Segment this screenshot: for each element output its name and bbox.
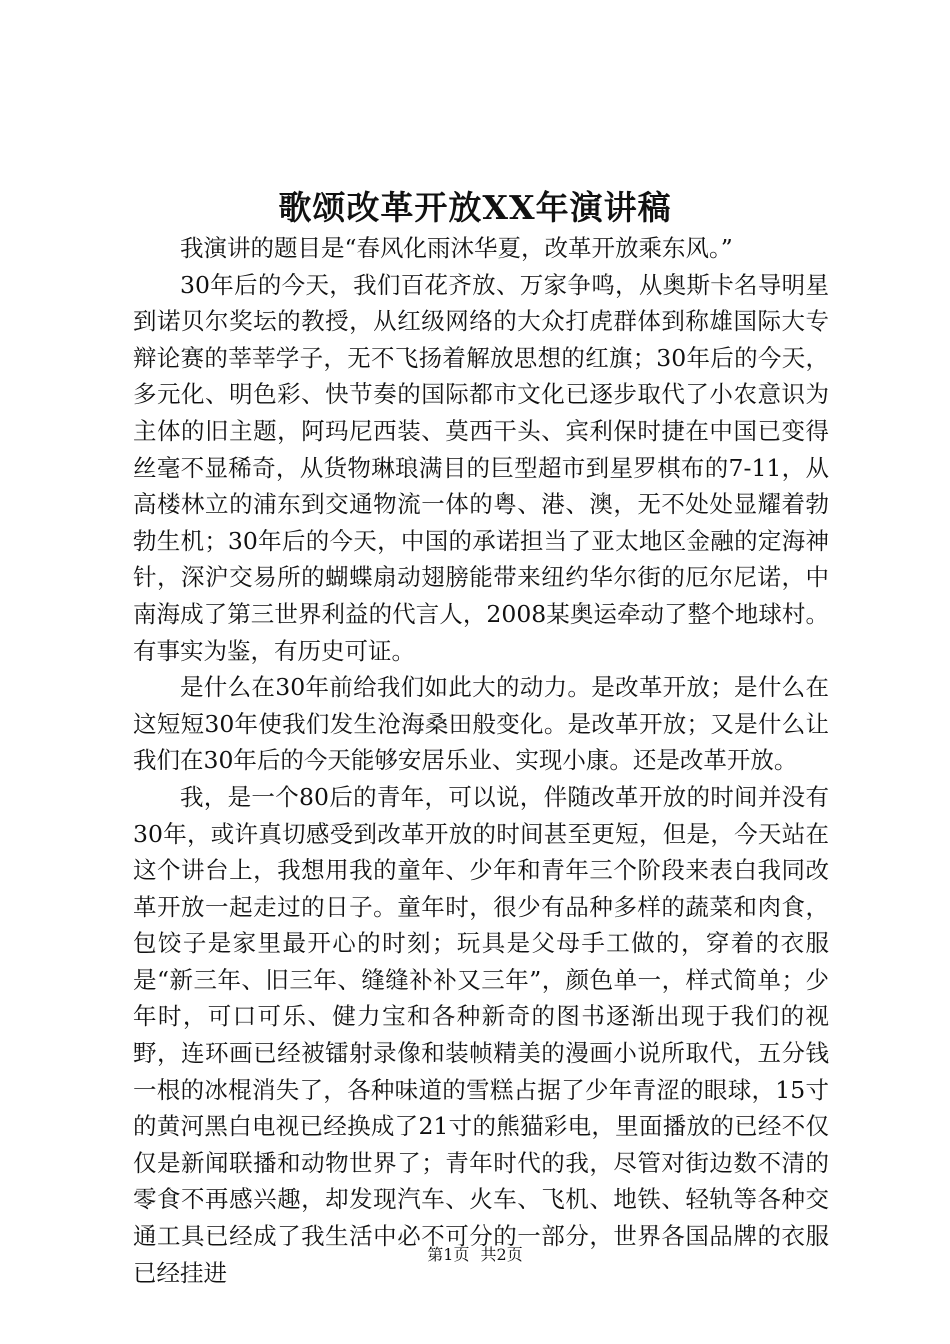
paragraph: 我演讲的题目是“春风化雨沐华夏，改革开放乘东风。” bbox=[180, 234, 733, 262]
paragraph: 是什么在30年前给我们如此大的动力。是改革开放；是什么在这短短30年使我们发生沧海桑田般变化。是改革开放；又是什么让我们在30年后的今天能够安居乐业、实现小康。还是改革开放。 bbox=[133, 673, 829, 775]
page-total: 共2页 bbox=[480, 1245, 523, 1264]
paragraph: 我，是一个80后的青年，可以说，伴随改革开放的时间并没有30年，或许真切感受到改革开放的时间甚至更短，但是，今天站在这个讲台上，我想用我的童年、少年和青年三个阶段来表白我同改革开放一起走过的日子。童年时，很少有品种多样的蔬菜和肉食，包饺子是家里最开心的时刻；玩具是父母手工做的，穿着的衣服是“新三年、旧三年、缝缝补补又三年”，颜色单一，样式简单；少年时，可口可乐、健力宝和各种新奇的图书逐渐出现于我们的视野，连环画已经被镭射录像和装帧精美的漫画小说所取代，五分钱一根的冰棍消失了，各种味道的雪糕占据了少年青涩的眼球，15寸的黄河黑白电视已经换成了21寸的熊猫彩电，里面播放的已经不仅仅是新闻联播和动物世界了；青年时代的我，尽管对街边数不清的零食不再感兴趣，却发现汽车、火车、飞机、地铁、轻轨等各种交通工具已经成了我生活中必不可分的一部分，世界各国品牌的衣服已经挂进 bbox=[133, 782, 829, 1287]
paragraph: 30年后的今天，我们百花齐放、万家争鸣，从奥斯卡名导明星到诺贝尔奖坛的教授，从红级网络的大众打虎群体到称雄国际大专辩论赛的莘莘学子，无不飞扬着解放思想的红旗；30年后的今天，多元化、明色彩、快节奏的国际都市文化已逐步取代了小农意识为主体的旧主题，阿玛尼西装、莫西干头、宾利保时捷在中国已变得丝毫不显稀奇，从货物琳琅满目的巨型超市到星罗棋布的7-11，从高楼林立的浦东到交通物流一体的粤、港、澳，无不处处显耀着勃勃生机；30年后的今天，中国的承诺担当了亚太地区金融的定海神针，深沪交易所的蝴蝶扇动翅膀能带来纽约华尔街的厄尔尼诺，中南海成了第三世界利益的代言人，2008某奥运牵动了整个地球村。有事实为鉴，有历史可证。 bbox=[133, 270, 829, 665]
document-title: 歌颂改革开放XX年演讲稿 bbox=[278, 188, 672, 227]
page-footer bbox=[0, 1244, 950, 1266]
page-number: 第1页 bbox=[427, 1245, 470, 1264]
document-body bbox=[133, 230, 829, 1291]
